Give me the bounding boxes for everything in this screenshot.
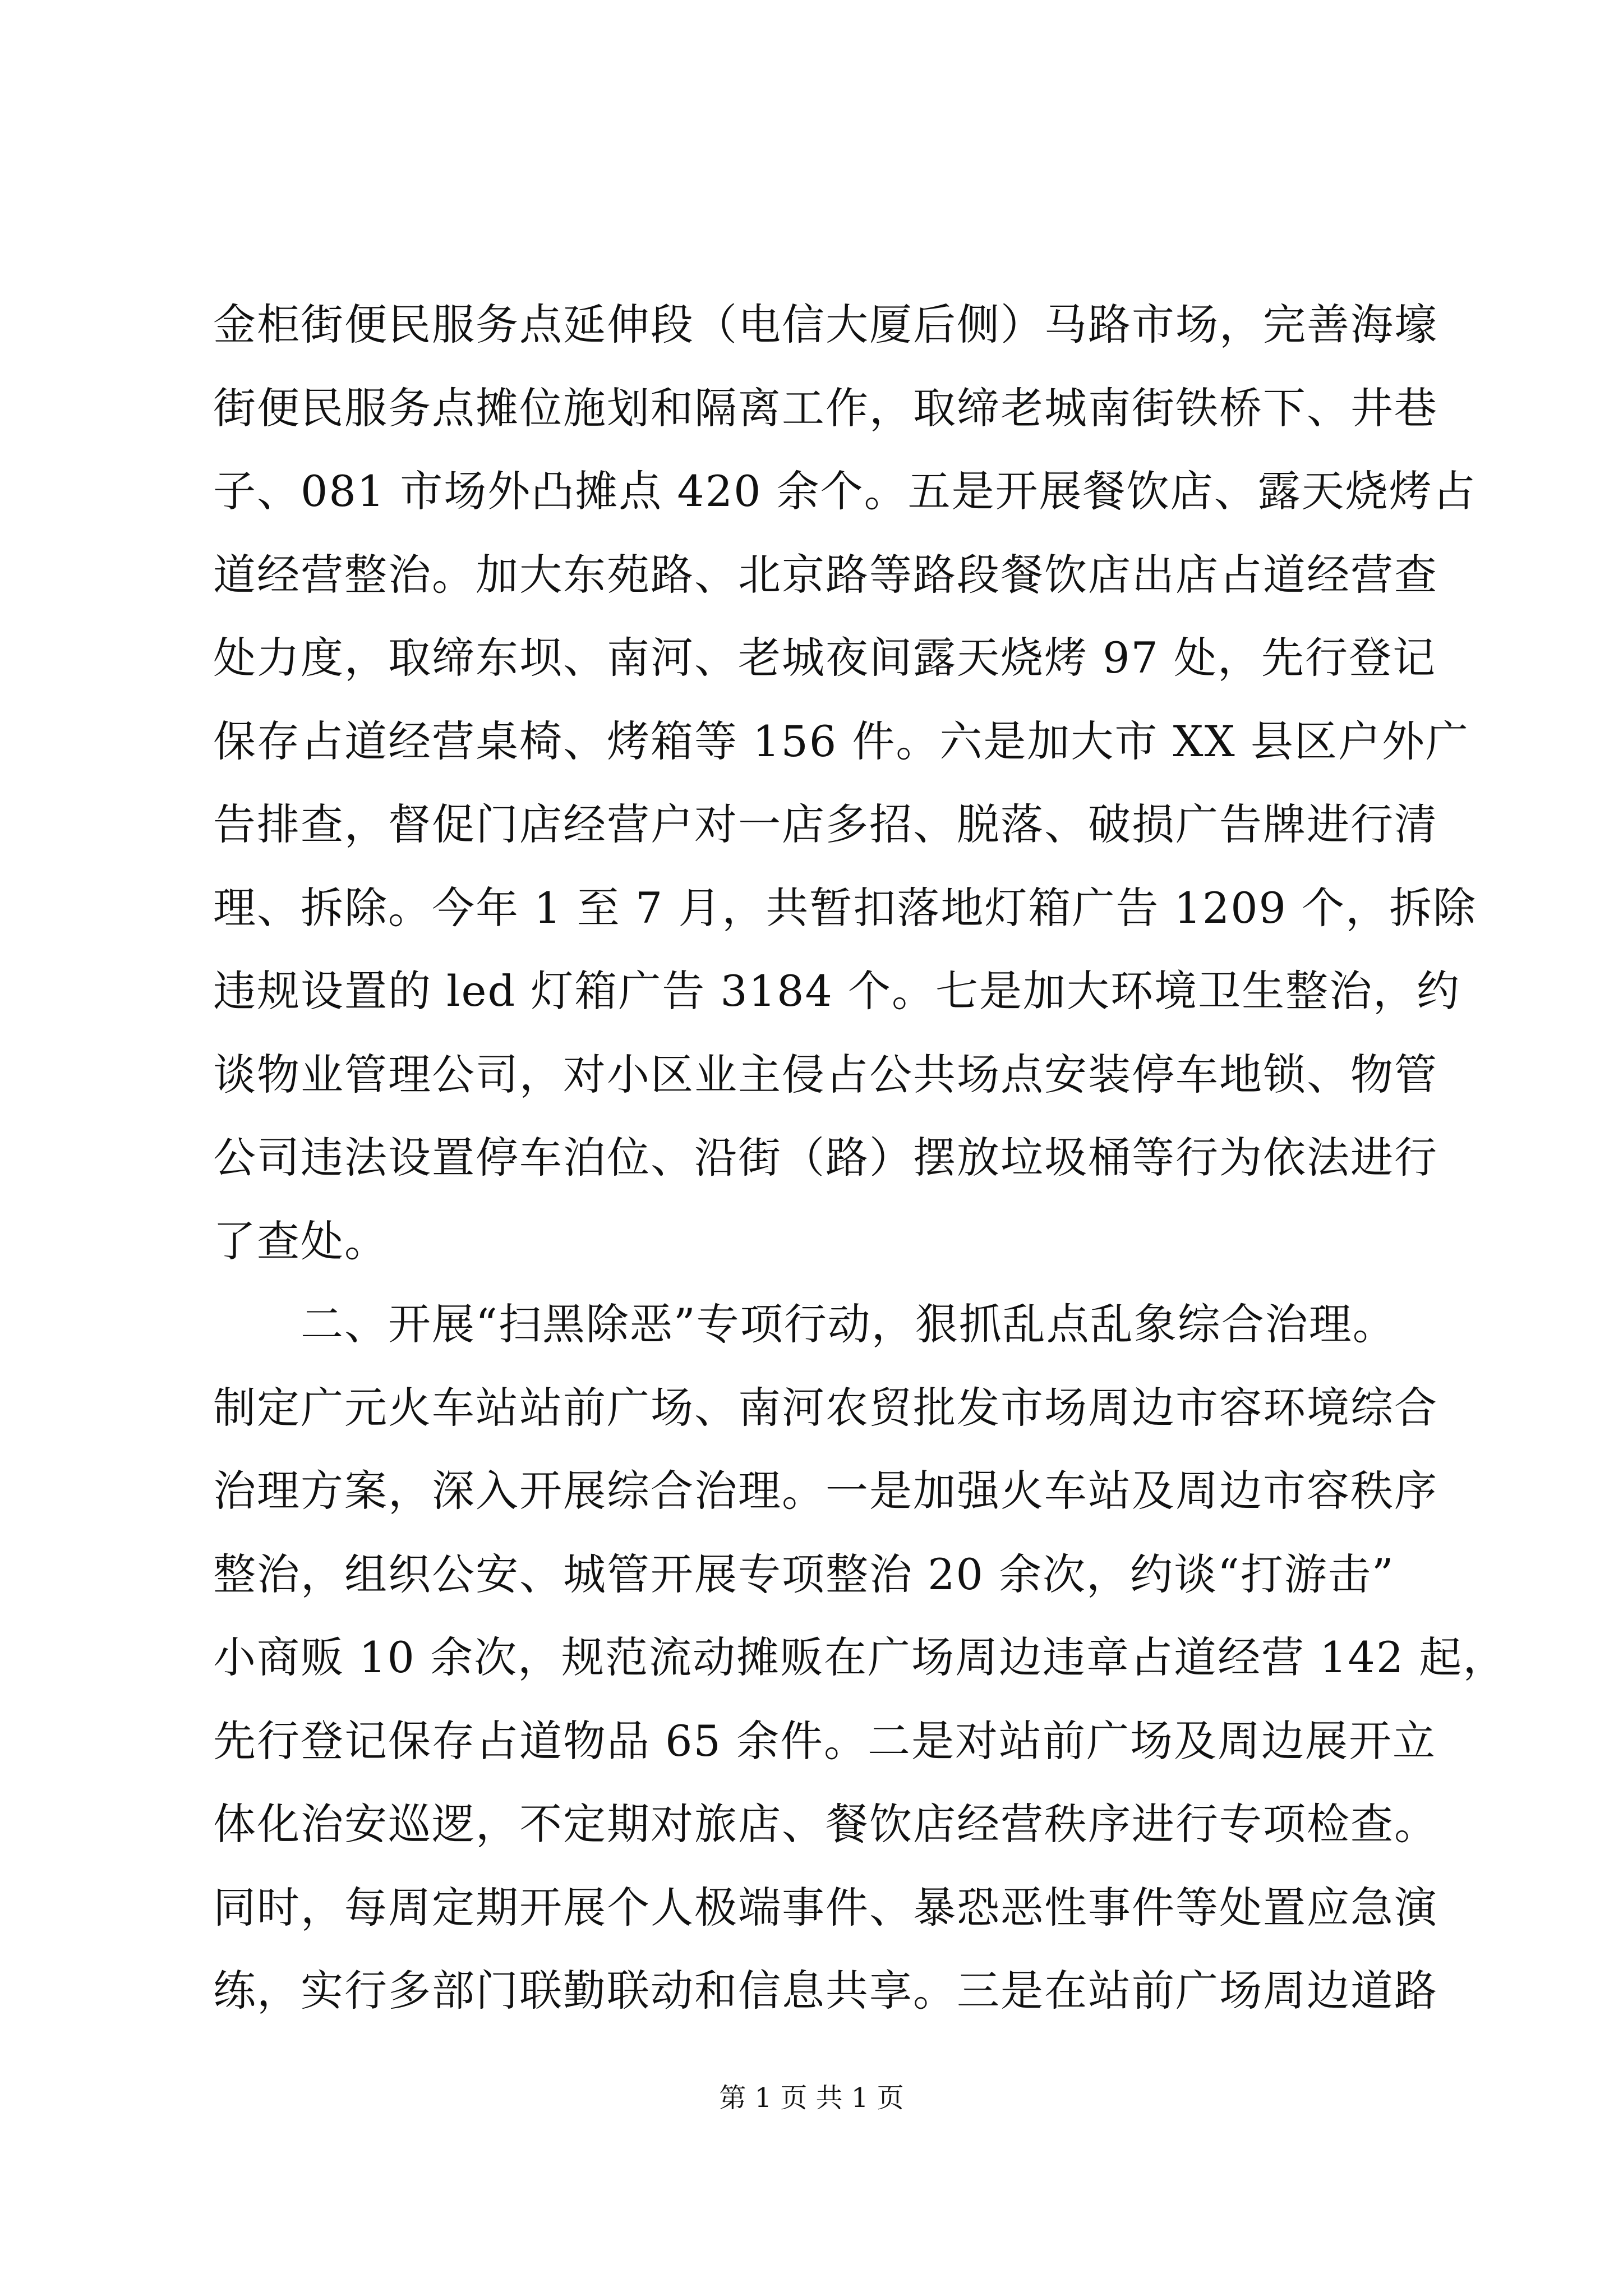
text-line: 治理方案，深入开展综合治理。一是加强火车站及周边市容秩序	[213, 1466, 1438, 1516]
text-line: 小商贩 10 余次，规范流动摊贩在广场周边违章占道经营 142 起，	[213, 1632, 1507, 1682]
text-line: 理、拆除。今年 1 至 7 月，共暂扣落地灯箱广告 1209 个，拆除	[213, 882, 1477, 933]
page-number: 第 1 页 共 1 页	[719, 2082, 904, 2114]
text-line: 体化治安巡逻，不定期对旅店、餐饮店经营秩序进行专项检查。	[213, 1799, 1438, 1849]
text-line: 子、081 市场外凸摊点 420 余个。五是开展餐饮店、露天烧烤占	[213, 466, 1477, 516]
text-line: 整治，组织公安、城管开展专项整治 20 余次，约谈“打游击”	[213, 1549, 1395, 1599]
text-line: 街便民服务点摊位施划和隔离工作，取缔老城南街铁桥下、井巷	[213, 383, 1438, 433]
text-line: 练，实行多部门联勤联动和信息共享。三是在站前广场周边道路	[213, 1966, 1438, 2016]
text-line: 金柜街便民服务点延伸段（电信大厦后侧）马路市场，完善海壕	[213, 300, 1438, 349]
text-line: 同时，每周定期开展个人极端事件、暴恐恶性事件等处置应急演	[213, 1882, 1438, 1932]
text-line: 了查处。	[213, 1216, 388, 1266]
text-line: 公司违法设置停车泊位、沿街（路）摆放垃圾桶等行为依法进行	[213, 1133, 1438, 1182]
text-line: 处力度，取缔东坝、南河、老城夜间露天烧烤 97 处，先行登记	[213, 633, 1437, 683]
text-line: 违规设置的 led 灯箱广告 3184 个。七是加大环境卫生整治，约	[213, 966, 1460, 1016]
text-line: 告排查，督促门店经营户对一店多招、脱落、破损广告牌进行清	[213, 799, 1438, 849]
text-line: 谈物业管理公司，对小区业主侵占公共场点安装停车地锁、物管	[213, 1049, 1438, 1099]
text-line: 道经营整治。加大东苑路、北京路等路段餐饮店出店占道经营查	[213, 549, 1438, 600]
page-footer	[0, 2076, 1623, 2120]
text-line: 二、开展“扫黑除恶”专项行动，狠抓乱点乱象综合治理。	[213, 1299, 1396, 1349]
body-text	[213, 283, 1507, 2033]
text-line: 保存占道经营桌椅、烤箱等 156 件。六是加大市 XX 县区户外广	[213, 716, 1469, 766]
text-line: 先行登记保存占道物品 65 余件。二是对站前广场及周边展开立	[213, 1715, 1437, 1766]
text-line: 制定广元火车站站前广场、南河农贸批发市场周边市容环境综合	[213, 1382, 1438, 1433]
